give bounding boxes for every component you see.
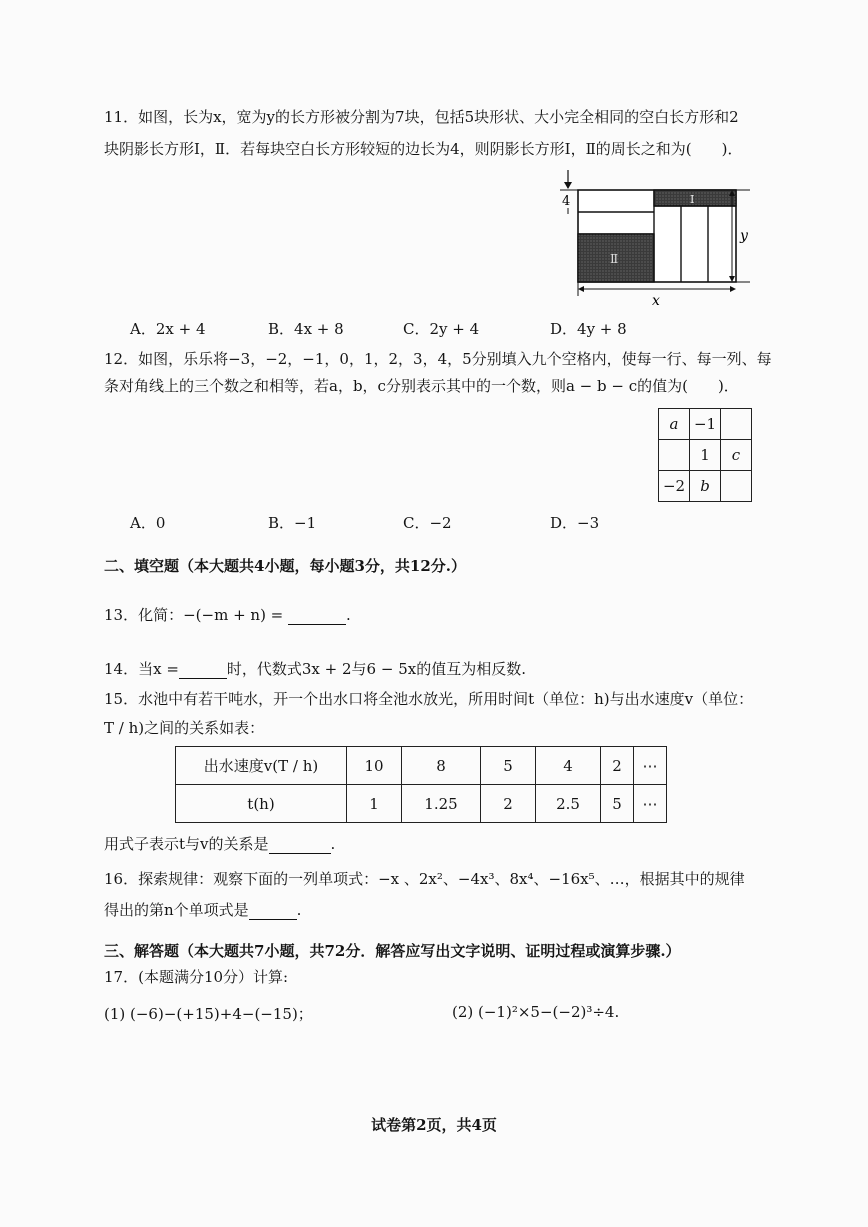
q15-line1: 15．水池中有若干吨水，开一个出水口将全池水放光，所用时间t（单位：h)与出水速度v（单位： [104,690,754,708]
q17-part1: (1) (−6)−(+15)+4−(−15)； [104,1005,313,1023]
q15-line2: T / h)之间的关系如表： [104,719,265,737]
q15-after-prefix: 用式子表示t与v的关系是 [104,835,269,853]
table-row [176,747,667,785]
table-cell: 5 [481,747,536,785]
q17-title: 17．(本题满分10分）计算: [104,968,289,986]
q13-answer-blank[interactable] [288,606,346,625]
grid-cell: 1 [690,440,721,471]
label-ii: Ⅱ [610,252,619,266]
magic-square-grid [658,408,752,502]
q17-part2: (2) (−1)²×5−(−2)³÷4. [452,1003,620,1021]
grid-cell: a [659,409,690,440]
q12-option-c[interactable]: C．−2 [403,514,452,532]
grid-cell [721,471,752,502]
q16-line2-suffix: . [296,901,302,919]
table-cell: ⋯ [634,785,667,823]
q11-line2: 块阴影长方形Ⅰ，Ⅱ．若每块空白长方形较短的边长为4，则阴影长方形Ⅰ，Ⅱ的周长之和为( )． [104,140,743,158]
table-cell: 10 [347,747,402,785]
q16-answer-blank[interactable] [249,901,297,920]
flow-rate-table [175,746,667,823]
q12-option-a[interactable]: A．0 [130,514,166,532]
grid-cell: c [721,440,752,471]
q15-answer-line [104,833,335,854]
section-3-heading: 三、解答题（本大题共7小题，共72分．解答应写出文字说明、证明过程或演算步骤.） [104,942,681,960]
q11-option-a[interactable]: A．2x + 4 [130,320,206,338]
q12-line2: 条对角线上的三个数之和相等，若a，b，c分别表示其中的一个数，则a − b − c的值为( )． [104,377,739,395]
q11-line1: 11．如图，长为x，宽为y的长方形被分割为7块，包括5块形状、大小完全相同的空白长方形和2 [104,108,739,126]
grid-cell: b [690,471,721,502]
q16-line2-prefix: 得出的第n个单项式是 [104,901,249,919]
q16-line2 [104,899,301,920]
q13-prefix: 13．化简：−(−m + n) = [104,606,284,624]
q14 [104,658,526,679]
table-cell: 2 [481,785,536,823]
table-header-cell: t(h) [176,785,347,823]
shaded-rect-i [654,190,736,206]
table-cell: 2 [601,747,634,785]
q15-after-suffix: . [330,835,336,853]
q11-figure [554,168,754,308]
q14-answer-blank[interactable] [179,660,227,679]
q11-option-d[interactable]: D．4y + 8 [550,320,627,338]
q12-option-b[interactable]: B．−1 [268,514,317,532]
q12-line1: 12．如图，乐乐将−3，−2，−1，0，1，2，3，4，5分别填入九个空格内，使每一行、每一列、每 [104,350,772,368]
table-cell: 1.25 [402,785,481,823]
table-header-cell: 出水速度v(T / h) [176,747,347,785]
q11-option-b[interactable]: B．4x + 8 [268,320,344,338]
table-cell: 5 [601,785,634,823]
q12-option-d[interactable]: D．−3 [550,514,600,532]
q14-suffix: 时，代数式3x + 2与6 − 5x的值互为相反数. [226,660,526,678]
q14-prefix: 14．当x = [104,660,179,678]
q13 [104,604,351,625]
label-i: Ⅰ [690,193,695,206]
table-row [176,785,667,823]
table-cell: ⋯ [634,747,667,785]
table-cell: 4 [536,747,601,785]
grid-cell [659,440,690,471]
grid-cell: −2 [659,471,690,502]
table-cell: 1 [347,785,402,823]
table-cell: 2.5 [536,785,601,823]
label-x: x [652,293,660,308]
section-2-heading: 二、填空题（本大题共4小题，每小题3分，共12分.） [104,557,466,575]
q13-suffix: . [346,606,351,624]
grid-cell [721,409,752,440]
label-y: y [740,228,748,244]
q15-answer-blank[interactable] [269,835,331,854]
page-footer: 试卷第2页，共4页 [371,1116,497,1134]
table-cell: 8 [402,747,481,785]
label-4: 4 [562,194,571,209]
q16-line1: 16．探索规律：观察下面的一列单项式：−x 、2x²、−4x³、8x⁴、−16x⁵、…，根据其中的规律 [104,870,745,888]
grid-cell: −1 [690,409,721,440]
q11-option-c[interactable]: C．2y + 4 [403,320,480,338]
